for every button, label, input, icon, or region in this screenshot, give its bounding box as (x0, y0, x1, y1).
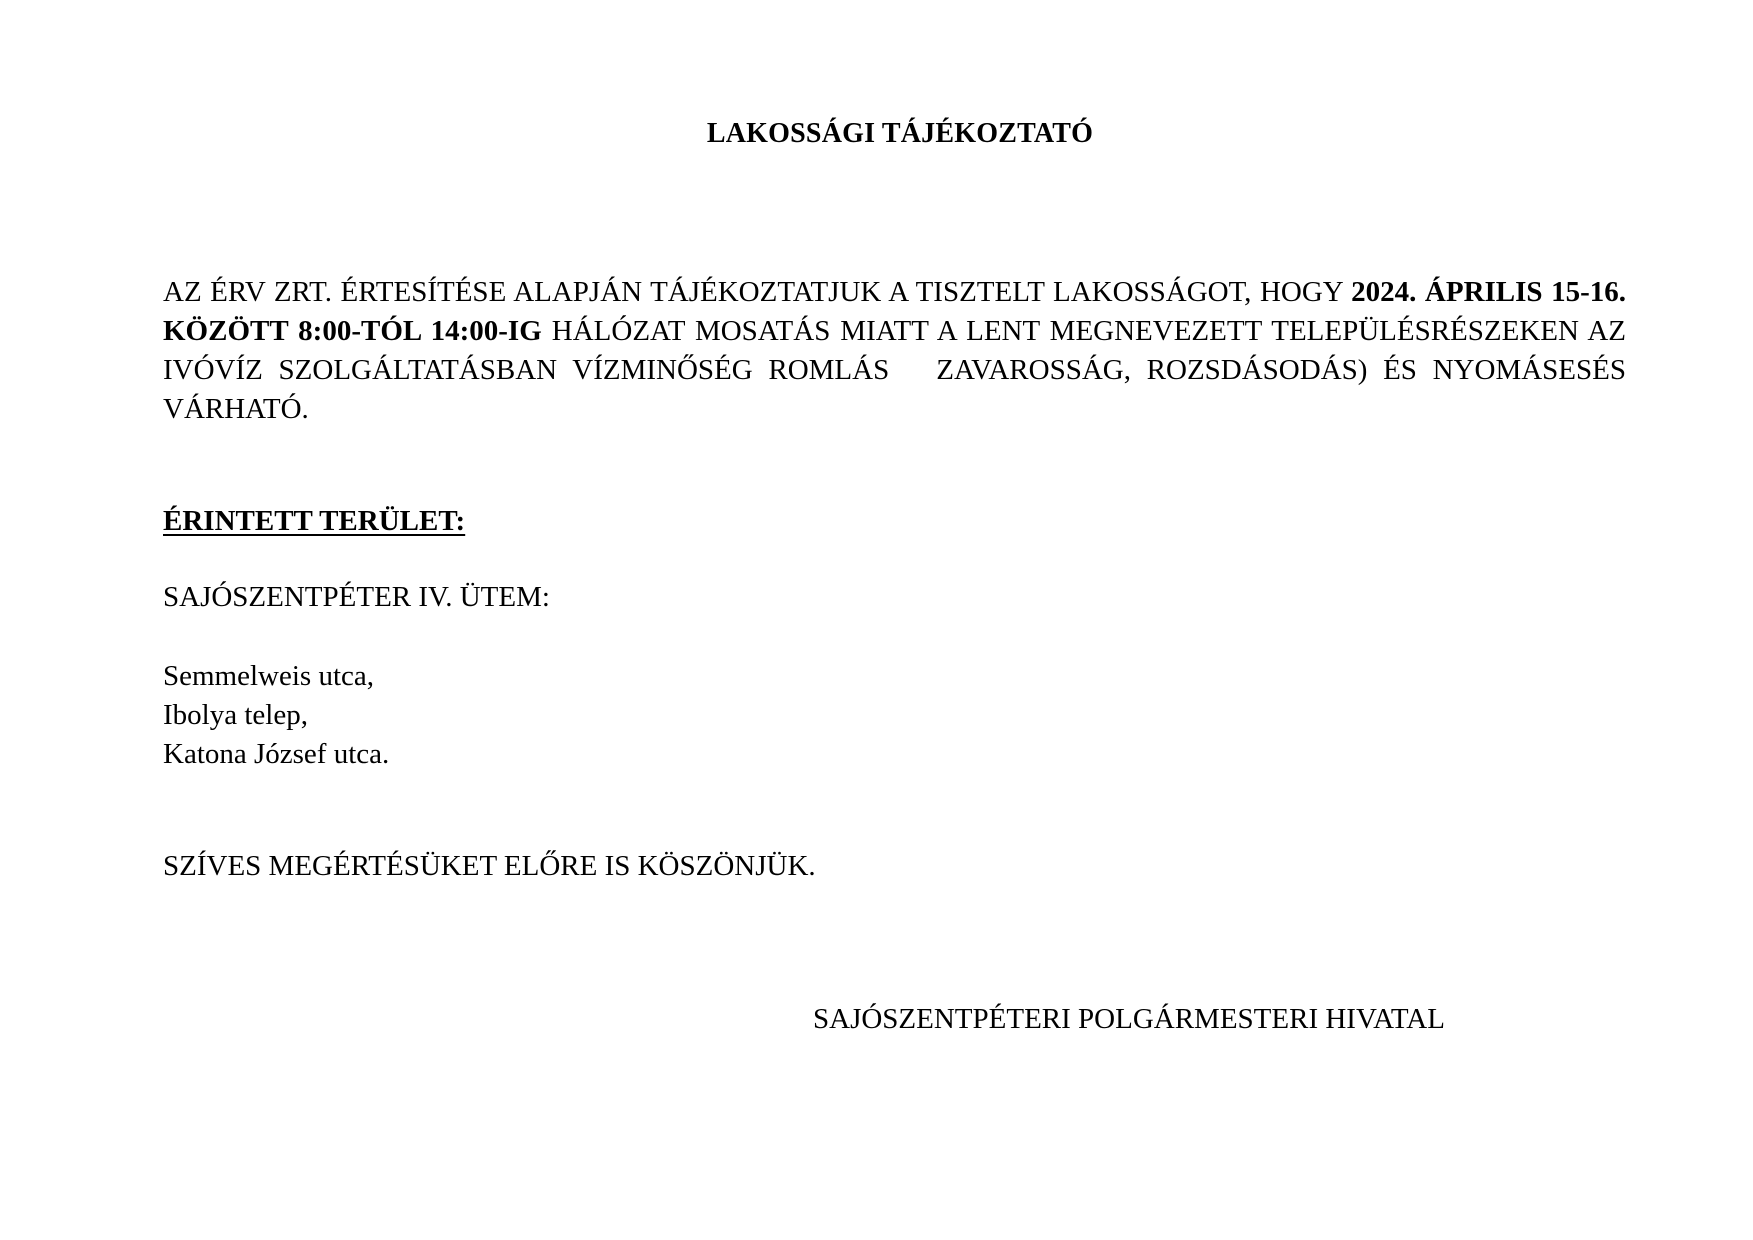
list-item: Semmelweis utca, (163, 660, 375, 692)
notice-text-after: HÁLÓZAT MOSATÁS MIATT A LENT MEGNEVEZETT TELEPÜLÉSRÉSZEKEN AZ IVÓVÍZ SZOLGÁLTATÁSBAN VÍZMINŐSÉG ROMLÁS ZAVAROSSÁG, ROZSDÁSODÁS) ÉS NYOMÁSESÉS VÁRHATÓ. (163, 315, 1634, 425)
notice-text-before: AZ ÉRV ZRT. ÉRTESÍTÉSE ALAPJÁN TÁJÉKOZTATJUK A TISZTELT LAKOSSÁGOT, HOGY (163, 276, 1352, 308)
notice-date-range: 2024. ÁPRILIS 15-16. KÖZÖTT 8:00-TÓL 14:00-IG (163, 276, 1626, 347)
list-item: Katona József utca. (163, 738, 390, 770)
document-title: LAKOSSÁGI TÁJÉKOZTATÓ (706, 118, 1094, 149)
thanks-line: SZÍVES MEGÉRTÉSÜKET ELŐRE IS KÖSZÖNJÜK. (163, 850, 816, 882)
street-list (163, 657, 389, 774)
phase-label: SAJÓSZENTPÉTER IV. ÜTEM: (163, 581, 550, 613)
signature: SAJÓSZENTPÉTERI POLGÁRMESTERI HIVATAL (813, 1003, 1445, 1035)
affected-area-heading: ÉRINTETT TERÜLET: (163, 505, 466, 537)
notice-paragraph (163, 273, 1634, 429)
list-item: Ibolya telep, (163, 699, 308, 731)
